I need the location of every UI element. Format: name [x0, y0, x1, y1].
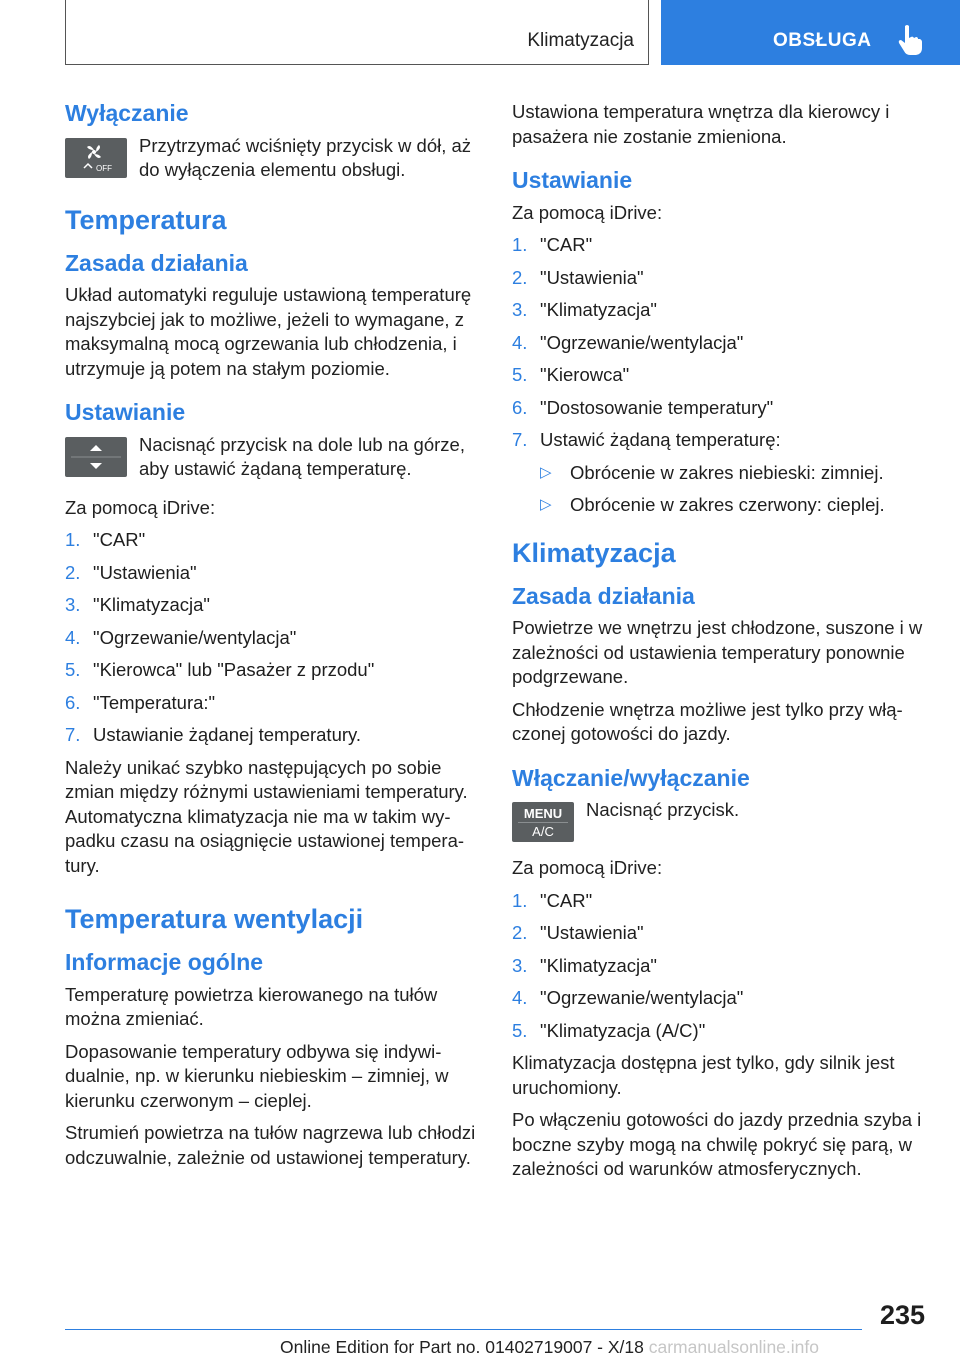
- temp-button-row: [65, 433, 480, 482]
- watermark: carmanualsonline.info: [648, 1337, 819, 1357]
- list-item: 2. "Ustawienia": [512, 922, 644, 944]
- list-item: 2. "Ustawienia": [512, 266, 644, 288]
- onoff-text: Nacisnąć przycisk.: [586, 799, 740, 821]
- klima-steps: [512, 889, 932, 1044]
- list-item: 6. "Dostosowanie temperatury": [512, 396, 774, 418]
- list-item: 3. "Klimatyzacja": [65, 594, 210, 616]
- list-item: 4. "Ogrzewanie/wentylacja": [512, 987, 744, 1009]
- list-item: 4. "Ogrzewanie/wentylacja": [512, 331, 744, 353]
- heading-zasada-dzialania-right: Zasada działania: [512, 582, 695, 609]
- list-item: 3. "Klimatyzacja": [512, 954, 657, 976]
- list-item: 5. "Kierowca" lub "Pasażer z przodu": [65, 659, 375, 681]
- heading-ustawianie-right: Ustawianie: [512, 167, 633, 193]
- idrive-intro-right: Za pomocą iDrive:: [512, 201, 663, 223]
- list-item: 4. "Ogrzewanie/wentylacja": [65, 626, 297, 648]
- list-item: 7. Ustawić żądaną temperaturę: ▷ Obrócenie w zakres niebieski: zimniej. ▷ Obrócenie w zakres czerwony: cieplej.: [512, 428, 932, 518]
- temperatura-note: Należy unikać szybko następujących po sobie zmian między różnymi ustawieniami temperatury. Automatyczna klimatyzacja nie ma w takim wypadku czasu na osiągnięcie ustawionej temperatury.: [65, 756, 468, 876]
- wentylacja-p3: Strumień powietrza na tułów nagrzewa lub chłodzi odczuwalnie, zależnie od ustawionej temperatury.: [65, 1122, 476, 1168]
- substeps: [512, 461, 932, 518]
- hand-pointer-icon: [897, 24, 923, 56]
- heading-ustawianie: Ustawianie: [65, 399, 186, 426]
- left-column: [65, 100, 480, 1178]
- heading-wylaczanie: Wyłączanie: [65, 100, 189, 126]
- list-item: 6. "Temperatura:": [65, 691, 216, 713]
- temperatura-steps: [65, 528, 480, 748]
- footer-divider: [65, 1329, 862, 1330]
- temp-updown-button-image: [65, 437, 127, 477]
- list-item: ▷ Obrócenie w zakres czerwony: cieplej.: [540, 493, 932, 518]
- list-item: ▷ Obrócenie w zakres niebieski: zimniej.: [540, 461, 932, 486]
- triangle-bullet-icon: ▷: [540, 463, 552, 481]
- klima-p4: Po włączeniu gotowości do jazdy przednia szyba i boczne szyby mogą na chwilę pokryć się parą, w zależności od warunków atmosferycznych.: [512, 1109, 922, 1180]
- header-chapter-box: [661, 0, 960, 65]
- header-section-title: Klimatyzacja: [527, 30, 634, 51]
- list-item: 1. "CAR": [65, 529, 146, 551]
- idrive-intro-klima: Za pomocą iDrive:: [512, 857, 663, 879]
- klima-p1: Powietrze we wnętrzu jest chłodzone, suszone i w zależności od ustawienia temperatury ponownie podgrzewane.: [512, 617, 923, 688]
- list-item: 5. "Klimatyzacja (A/C)": [512, 1019, 706, 1041]
- wentylacja-p2: Dopasowanie temperatury odbywa się indywidualnie, np. w kierunku niebieskim – zimniej, w kierunku czerwonym – cieplej.: [65, 1040, 449, 1111]
- ac-label: A/C: [532, 824, 554, 840]
- heading-zasada-dzialania: Zasada działania: [65, 249, 248, 276]
- heading-informacje-ogolne: Informacje ogólne: [65, 949, 264, 976]
- klima-p2: Chłodzenie wnętrza możliwe jest tylko przy włączonej gotowości do jazdy.: [512, 698, 903, 745]
- header-chapter-title: OBSŁUGA: [773, 30, 872, 51]
- list-item: 1. "CAR": [512, 889, 593, 911]
- wentylacja-p1: Temperaturę powietrza kierowanego na tułów można zmieniać.: [65, 983, 438, 1030]
- list-item: 5. "Kierowca": [512, 364, 630, 386]
- ustawianie-text: Nacisnąć przycisk na dole lub na górze, aby ustawić żądaną temperaturę.: [139, 433, 465, 480]
- right-column: [512, 100, 932, 1190]
- idrive-intro: Za pomocą iDrive:: [65, 496, 216, 518]
- fan-off-icon: [65, 138, 127, 178]
- triangle-bullet-icon: ▷: [540, 496, 552, 514]
- list-item: 2. "Ustawienia": [65, 561, 197, 583]
- page-number: 235: [879, 1300, 925, 1330]
- menu-label: MENU: [523, 806, 563, 822]
- wylaczanie-text: Przytrzymać wciśnięty przycisk w dół, aż do wyłączenia elementu obsługi.: [139, 134, 472, 181]
- menu-ac-icon: [512, 802, 574, 842]
- fan-off-button-image: [65, 138, 127, 178]
- heading-temperatura-wentylacji: Temperatura wentylacji: [65, 904, 364, 935]
- list-item: 3. "Klimatyzacja": [512, 299, 657, 321]
- up-down-arrows-icon: [65, 437, 127, 477]
- off-label: OFF: [96, 163, 112, 173]
- footer-edition: Online Edition for Part no. 01402719007 - X/18 carmanualsonline.info: [280, 1337, 819, 1357]
- menu-ac-button-image: [512, 802, 574, 842]
- heading-klimatyzacja: Klimatyzacja: [512, 537, 676, 568]
- heading-wlaczanie-wylaczanie: Włączanie/wyłączanie: [512, 764, 750, 791]
- heading-temperatura: Temperatura: [65, 204, 227, 235]
- list-item: 1. "CAR": [512, 234, 593, 256]
- klima-p3: Klimatyzacja dostępna jest tylko, gdy silnik jest uruchomiony.: [512, 1052, 895, 1098]
- ustawianie-steps-right: [512, 233, 932, 518]
- header-section-box: [65, 0, 649, 65]
- off-button-row: [65, 134, 480, 183]
- ac-button-row: [512, 798, 932, 842]
- list-item: 7. Ustawianie żądanej temperatury.: [65, 724, 362, 746]
- zasada-text: Układ automatyki reguluje ustawioną temperaturę najszybciej jak to możliwe, jeżeli to wymagane, z maksymalną mocą ogrzewania lub chłodzenia, i utrzymuje ją potem na stałym poziomie.: [65, 284, 472, 379]
- right-intro: Ustawiona temperatura wnętrza dla kierowcy i pasażera nie zostanie zmieniona.: [512, 101, 890, 147]
